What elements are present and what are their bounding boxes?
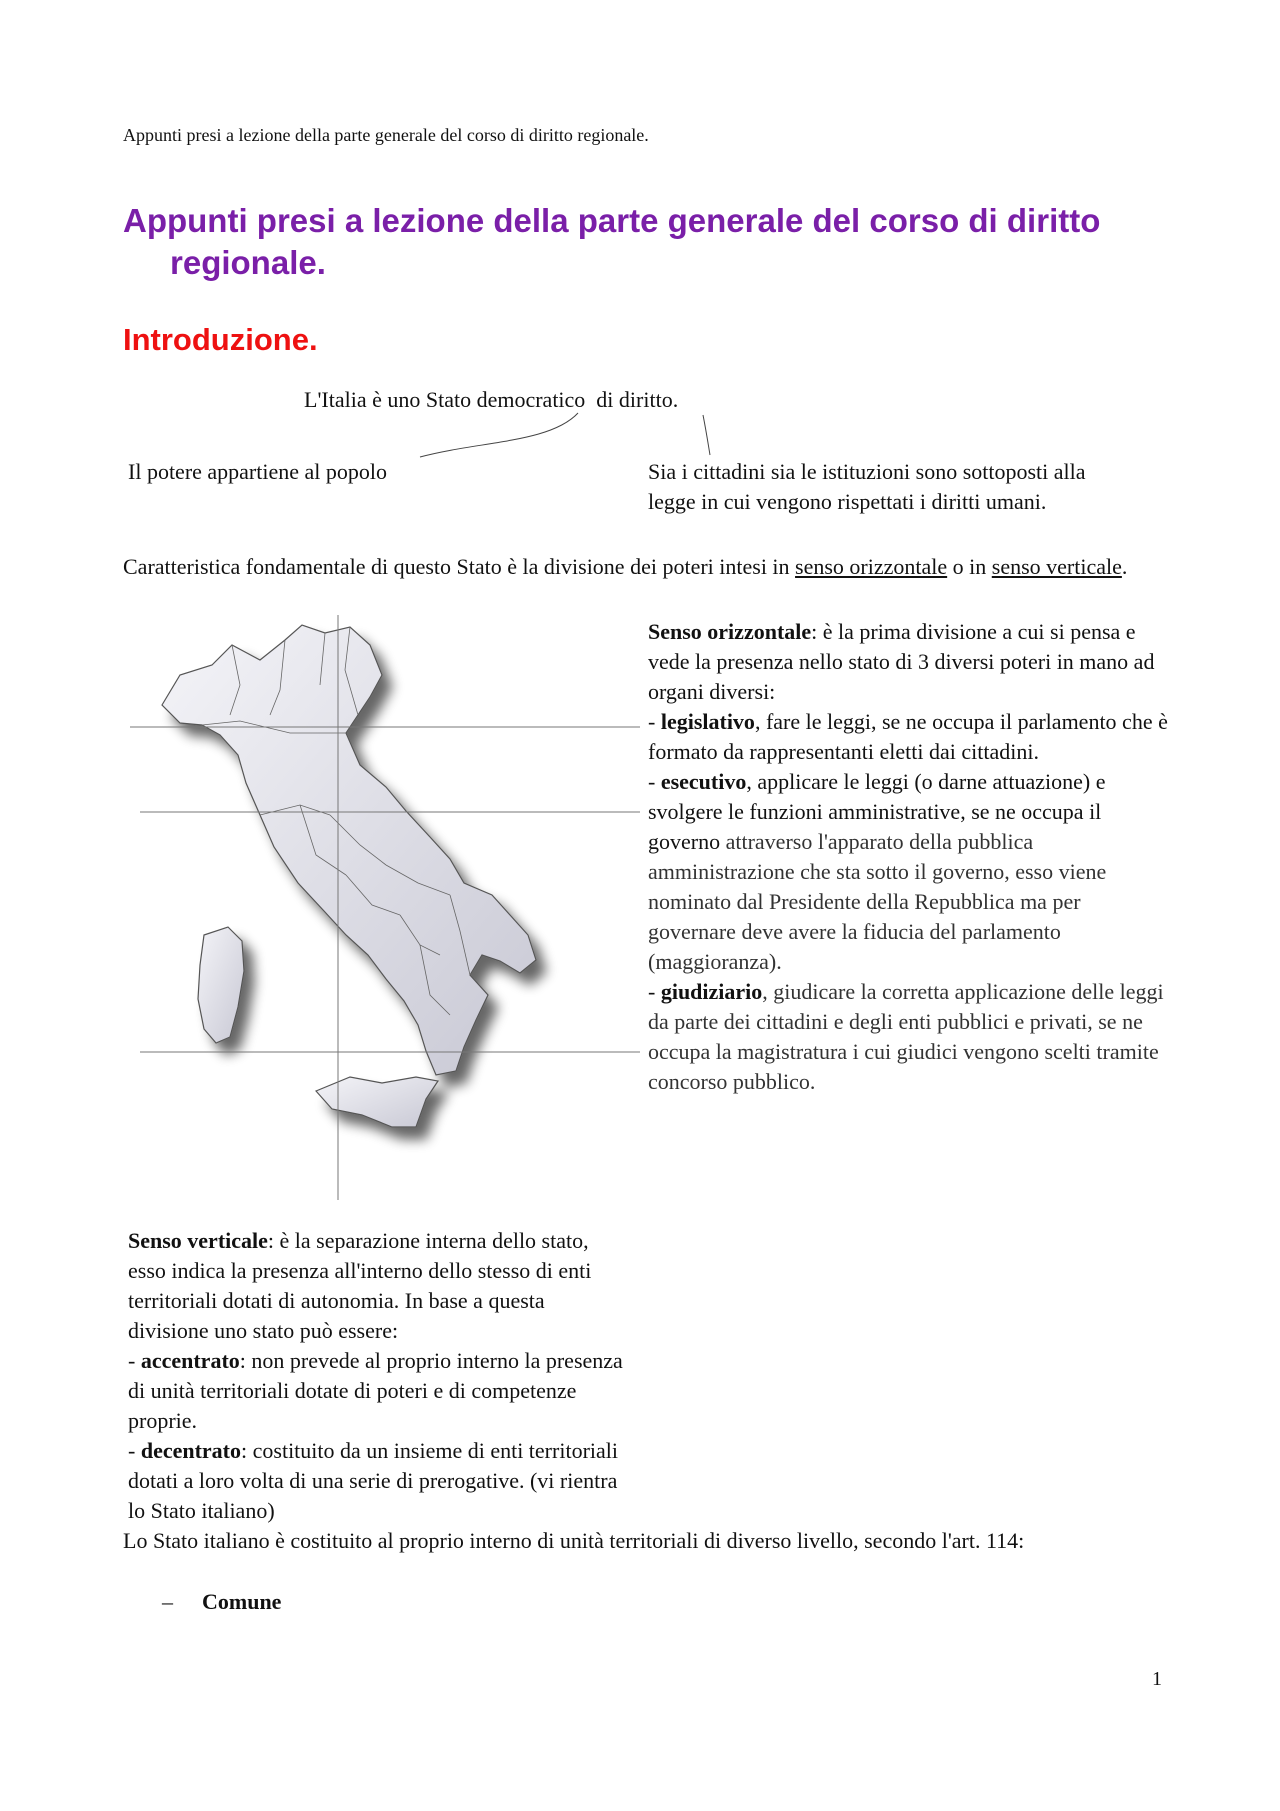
legislativo-text: , fare le leggi, se ne occupa il parlamento che è formato da rappresentanti eletti dai cittadini. bbox=[648, 709, 1168, 764]
page-number: 1 bbox=[1152, 1668, 1162, 1690]
giudiziario-term: giudiziario bbox=[660, 979, 763, 1004]
art114-paragraph: Lo Stato italiano è costituito al proprio interno di unità territoriali di diverso livello, secondo l'art. 114: bbox=[123, 1528, 1025, 1553]
accentrato-text: : non prevede al proprio interno la presenza di unità territoriali dotate di poteri e di competenze proprie. bbox=[128, 1348, 623, 1433]
legislativo-term: legislativo bbox=[660, 709, 755, 734]
item-prefix: - bbox=[648, 709, 661, 734]
esecutivo-term: esecutivo bbox=[660, 769, 747, 794]
intro-text-before: Caratteristica fondamentale di questo Stato è la divisione dei poteri intesi in bbox=[123, 554, 796, 579]
italy-map-figure bbox=[120, 615, 640, 1205]
diagram-main-statement: L'Italia è uno Stato democratico di diritto. bbox=[304, 387, 679, 412]
accentrato-term: accentrato bbox=[140, 1348, 240, 1373]
verticale-definition bbox=[128, 1226, 628, 1346]
orizzontale-block bbox=[648, 617, 1168, 1097]
list-item-comune: Comune bbox=[202, 1589, 282, 1614]
esecutivo-text: , applicare le leggi (o darne attuazione) e svolgere le funzioni amministrative, se ne occupa il governo bbox=[648, 769, 1106, 854]
item-prefix: - bbox=[648, 769, 661, 794]
orizzontale-term: Senso orizzontale bbox=[648, 619, 812, 644]
item-esecutivo bbox=[648, 767, 1168, 977]
intro-text-end: . bbox=[1121, 554, 1128, 579]
sicily bbox=[316, 1077, 438, 1127]
verticale-text: : è la separazione interna dello stato, esso indica la presenza all'interno dello stesso di enti territoriali dotati di autonomia. In base a questa divisione uno stato può essere: bbox=[128, 1228, 592, 1343]
diagram-connectors bbox=[400, 405, 720, 465]
intro-paragraph bbox=[123, 552, 1183, 582]
diagram-right-note: Sia i cittadini sia le istituzioni sono sottoposti alla legge in cui vengono rispettati i diritti umani. bbox=[648, 459, 1086, 514]
esecutivo-text-continued: attraverso l'apparato della pubblica amministrazione che sta sotto il governo, esso viene nominato dal Presidente della Repubblica ma per governare deve avere la fiducia del parlamento (maggioranza). bbox=[648, 829, 1107, 974]
connector-line-right bbox=[703, 415, 710, 455]
connector-line-left bbox=[420, 413, 578, 457]
intro-link-orizzontale: senso orizzontale bbox=[795, 554, 948, 579]
verticale-block bbox=[128, 1226, 628, 1526]
decentrato-text: : costituito da un insieme di enti territoriali dotati a loro volta di una serie di prerogative. (vi rientra lo Stato italiano) bbox=[128, 1438, 618, 1523]
orizzontale-text: : è la prima divisione a cui si pensa e vede la presenza nello stato di 3 diversi poteri in mano ad organi diversi: bbox=[648, 619, 1155, 704]
decentrato-term: decentrato bbox=[140, 1438, 242, 1463]
document-title: Appunti presi a lezione della parte generale del corso di diritto regionale. bbox=[123, 202, 1101, 281]
intro-link-verticale: senso verticale bbox=[991, 554, 1122, 579]
list-item bbox=[162, 1587, 281, 1617]
item-prefix: - bbox=[648, 979, 661, 1004]
intro-text-mid: o in bbox=[947, 554, 992, 579]
list-dash: – bbox=[162, 1589, 173, 1614]
section-title: Introduzione. bbox=[123, 322, 318, 357]
orizzontale-definition bbox=[648, 617, 1168, 707]
item-decentrato bbox=[128, 1436, 628, 1526]
item-accentrato bbox=[128, 1346, 628, 1436]
giudiziario-text: , giudicare la corretta applicazione delle leggi da parte dei cittadini e degli enti pubblici e privati, se ne occupa la magistratura i cui giudici vengono scelti tramite concorso pubblico. bbox=[648, 979, 1164, 1094]
sardinia bbox=[198, 927, 244, 1043]
item-legislativo bbox=[648, 707, 1168, 767]
item-prefix: - bbox=[128, 1438, 141, 1463]
verticale-term: Senso verticale bbox=[128, 1228, 268, 1253]
item-prefix: - bbox=[128, 1348, 141, 1373]
diagram-left-note: Il potere appartiene al popolo bbox=[128, 459, 388, 484]
running-header: Appunti presi a lezione della parte generale del corso di diritto regionale. bbox=[123, 125, 649, 145]
item-giudiziario bbox=[648, 977, 1168, 1097]
